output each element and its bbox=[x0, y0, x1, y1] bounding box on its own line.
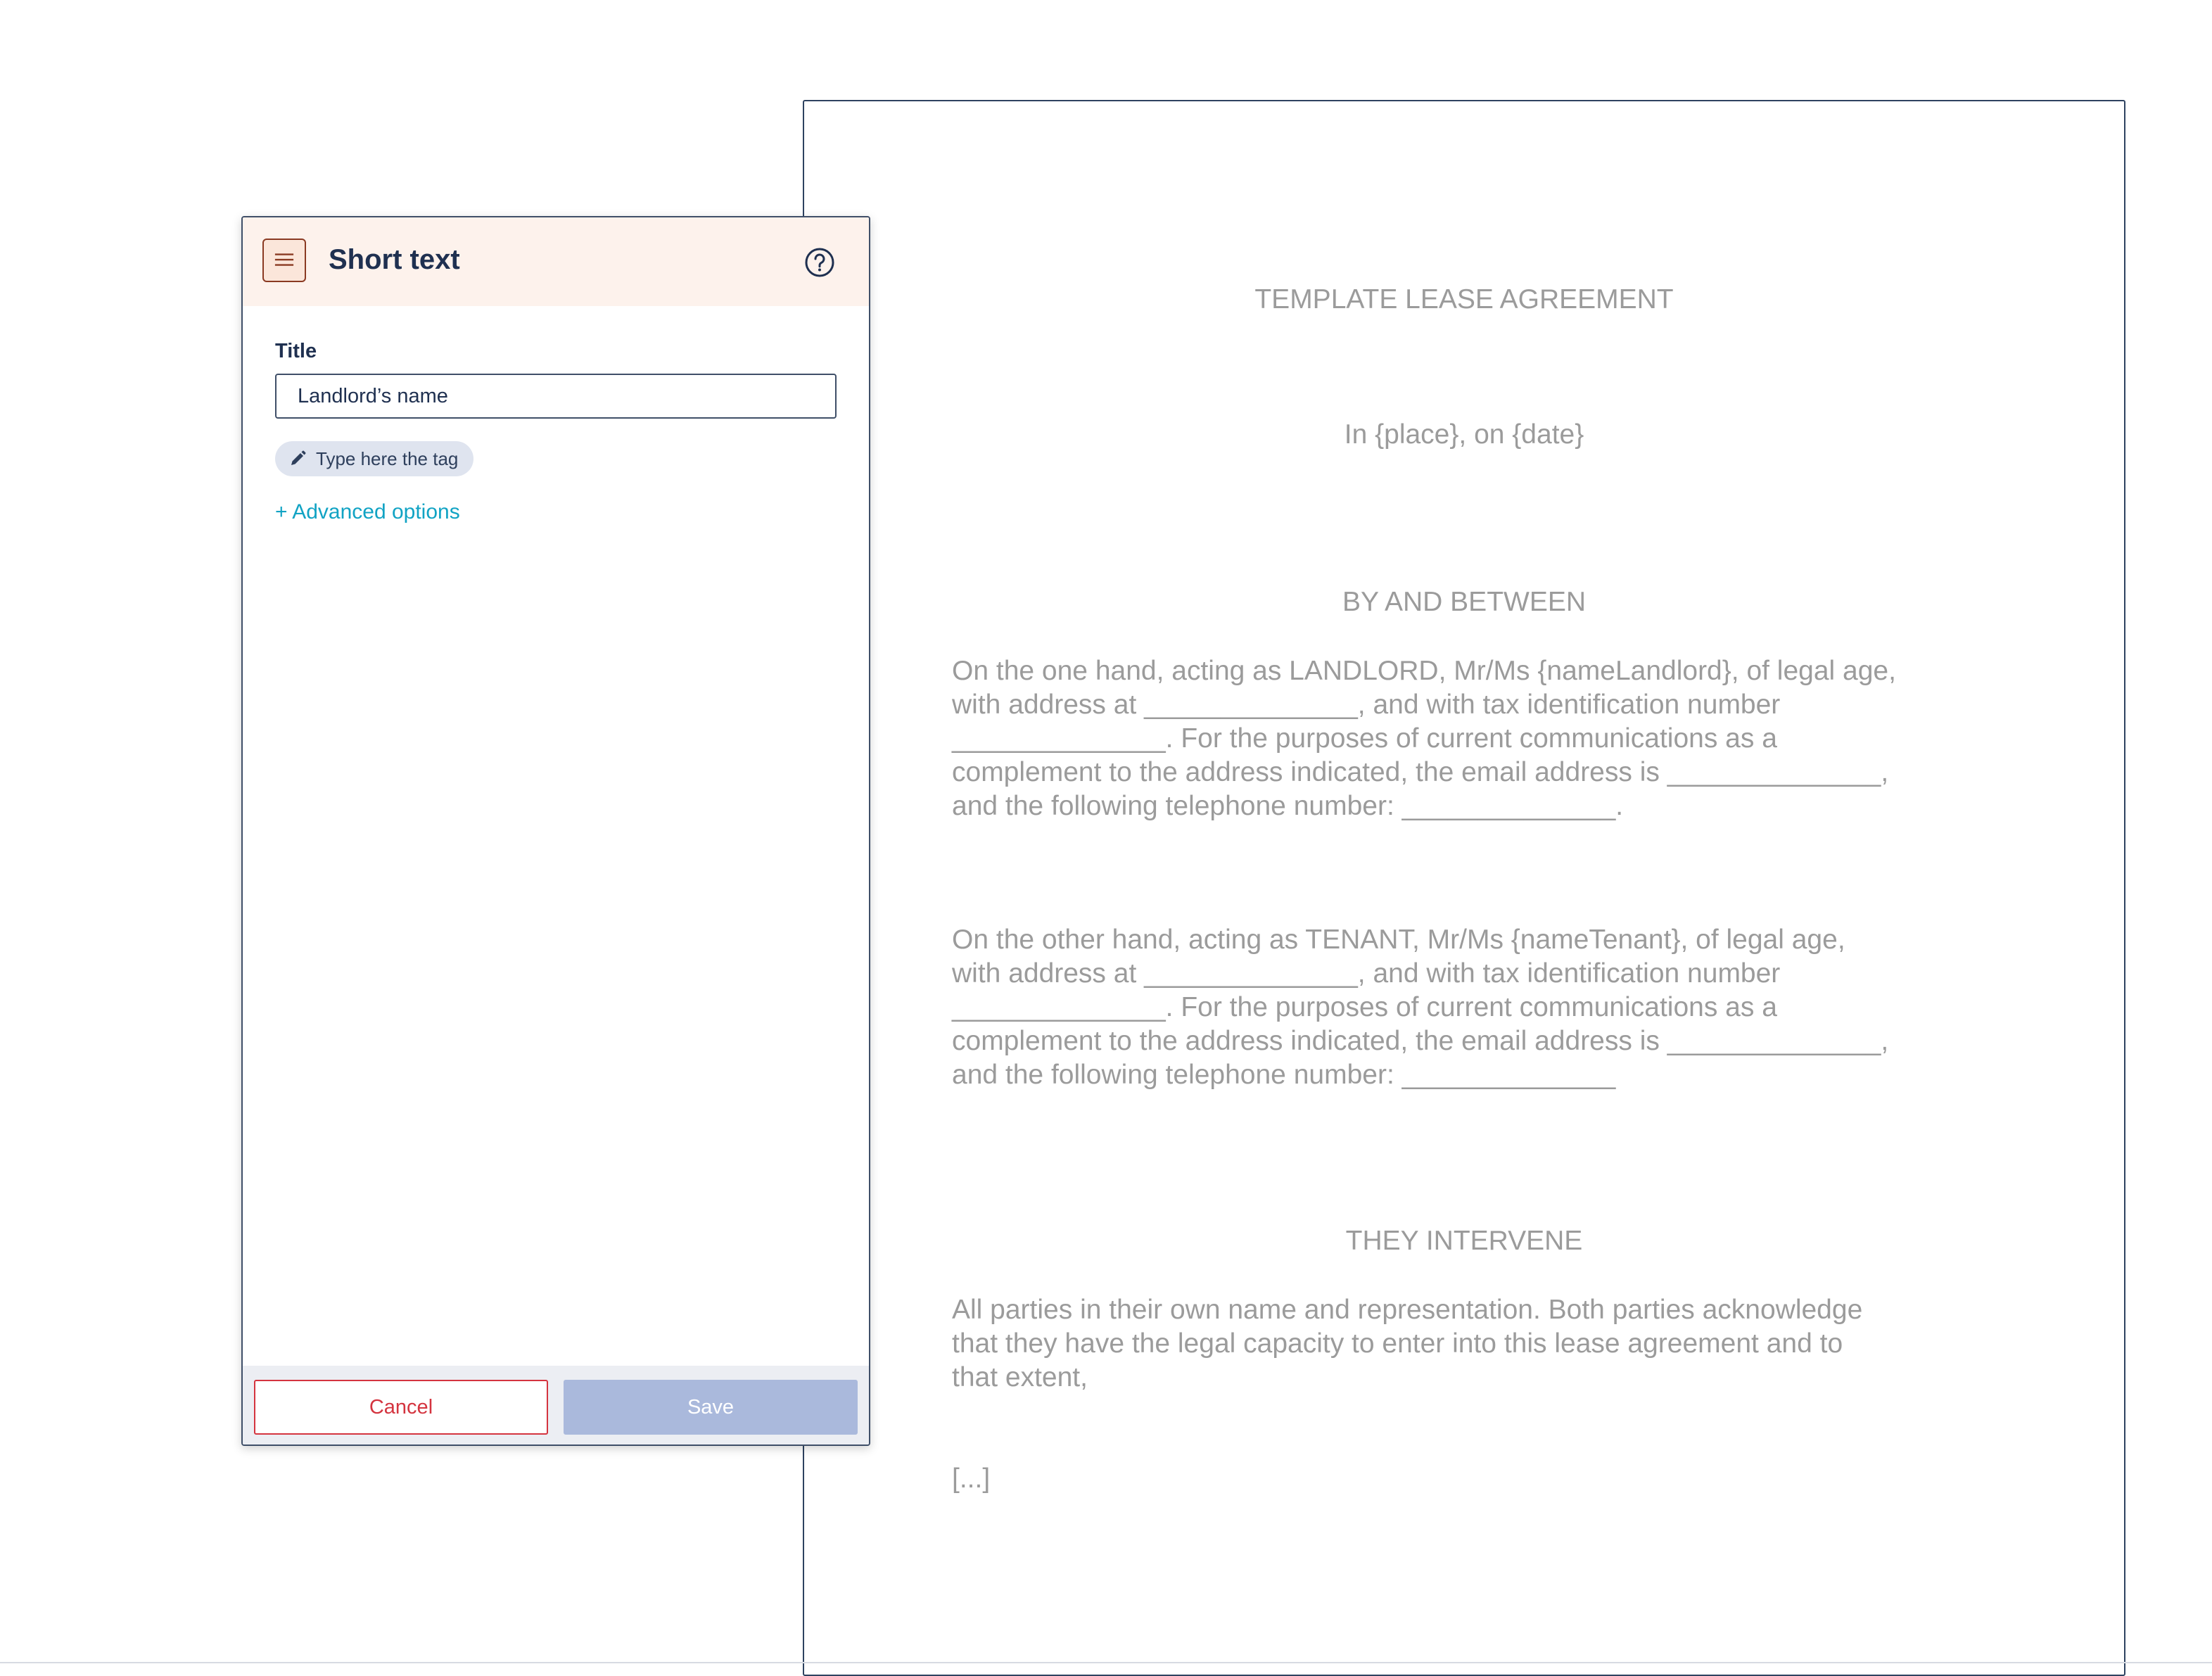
bottom-divider bbox=[0, 1662, 2212, 1663]
paragraph-line: complement to the address indicated, the email address is ______________, bbox=[952, 1026, 1889, 1056]
text-lines-icon bbox=[262, 239, 306, 282]
paragraph-line: All parties in their own name and representation. Both parties acknowledge bbox=[952, 1295, 1863, 1325]
document-place-date: In {place}, on {date} bbox=[1344, 419, 1584, 450]
paragraph-line: and the following telephone number: ______________. bbox=[952, 791, 1624, 821]
paragraph-line: and the following telephone number: ______________ bbox=[952, 1060, 1616, 1090]
panel-footer bbox=[243, 1366, 869, 1445]
document-title: TEMPLATE LEASE AGREEMENT bbox=[1254, 284, 1674, 315]
pencil-icon bbox=[288, 449, 307, 469]
section-heading-by-and-between: BY AND BETWEEN bbox=[1342, 587, 1587, 617]
paragraph-line: On the other hand, acting as TENANT, Mr/Ms {nameTenant}, of legal age, bbox=[952, 925, 1845, 955]
section-heading-they-intervene: THEY INTERVENE bbox=[1345, 1226, 1583, 1256]
paragraph-line: that extent, bbox=[952, 1362, 1088, 1392]
title-field-label: Title bbox=[275, 340, 317, 362]
advanced-options-link[interactable]: + Advanced options bbox=[275, 500, 460, 523]
paragraph-line: ______________. For the purposes of current communications as a bbox=[952, 992, 1777, 1022]
paragraph-line: that they have the legal capacity to enter into this lease agreement and to bbox=[952, 1328, 1843, 1359]
paragraph-line: On the one hand, acting as LANDLORD, Mr/Ms {nameLandlord}, of legal age, bbox=[952, 656, 1896, 686]
tag-placeholder: Type here the tag bbox=[316, 447, 459, 469]
panel-header bbox=[243, 217, 869, 306]
paragraph-line: complement to the address indicated, the email address is ______________, bbox=[952, 757, 1889, 787]
paragraph-line: with address at ______________, and with tax identification number bbox=[952, 958, 1781, 989]
tag-chip[interactable] bbox=[275, 441, 473, 476]
panel-title: Short text bbox=[329, 244, 460, 275]
paragraph-line: ______________. For the purposes of current communications as a bbox=[952, 723, 1777, 754]
paragraph-tenant bbox=[952, 923, 2007, 1092]
document-page bbox=[803, 100, 2125, 1676]
title-input[interactable] bbox=[275, 374, 837, 419]
paragraph-landlord bbox=[952, 654, 2007, 823]
document-ellipsis: [...] bbox=[952, 1464, 991, 1494]
help-circle-icon[interactable] bbox=[804, 247, 835, 278]
cancel-button[interactable]: Cancel bbox=[254, 1380, 548, 1435]
short-text-panel bbox=[241, 216, 870, 1446]
paragraph-intervene bbox=[952, 1293, 2007, 1395]
save-button[interactable]: Save bbox=[564, 1380, 858, 1435]
paragraph-line: with address at ______________, and with tax identification number bbox=[952, 690, 1781, 720]
